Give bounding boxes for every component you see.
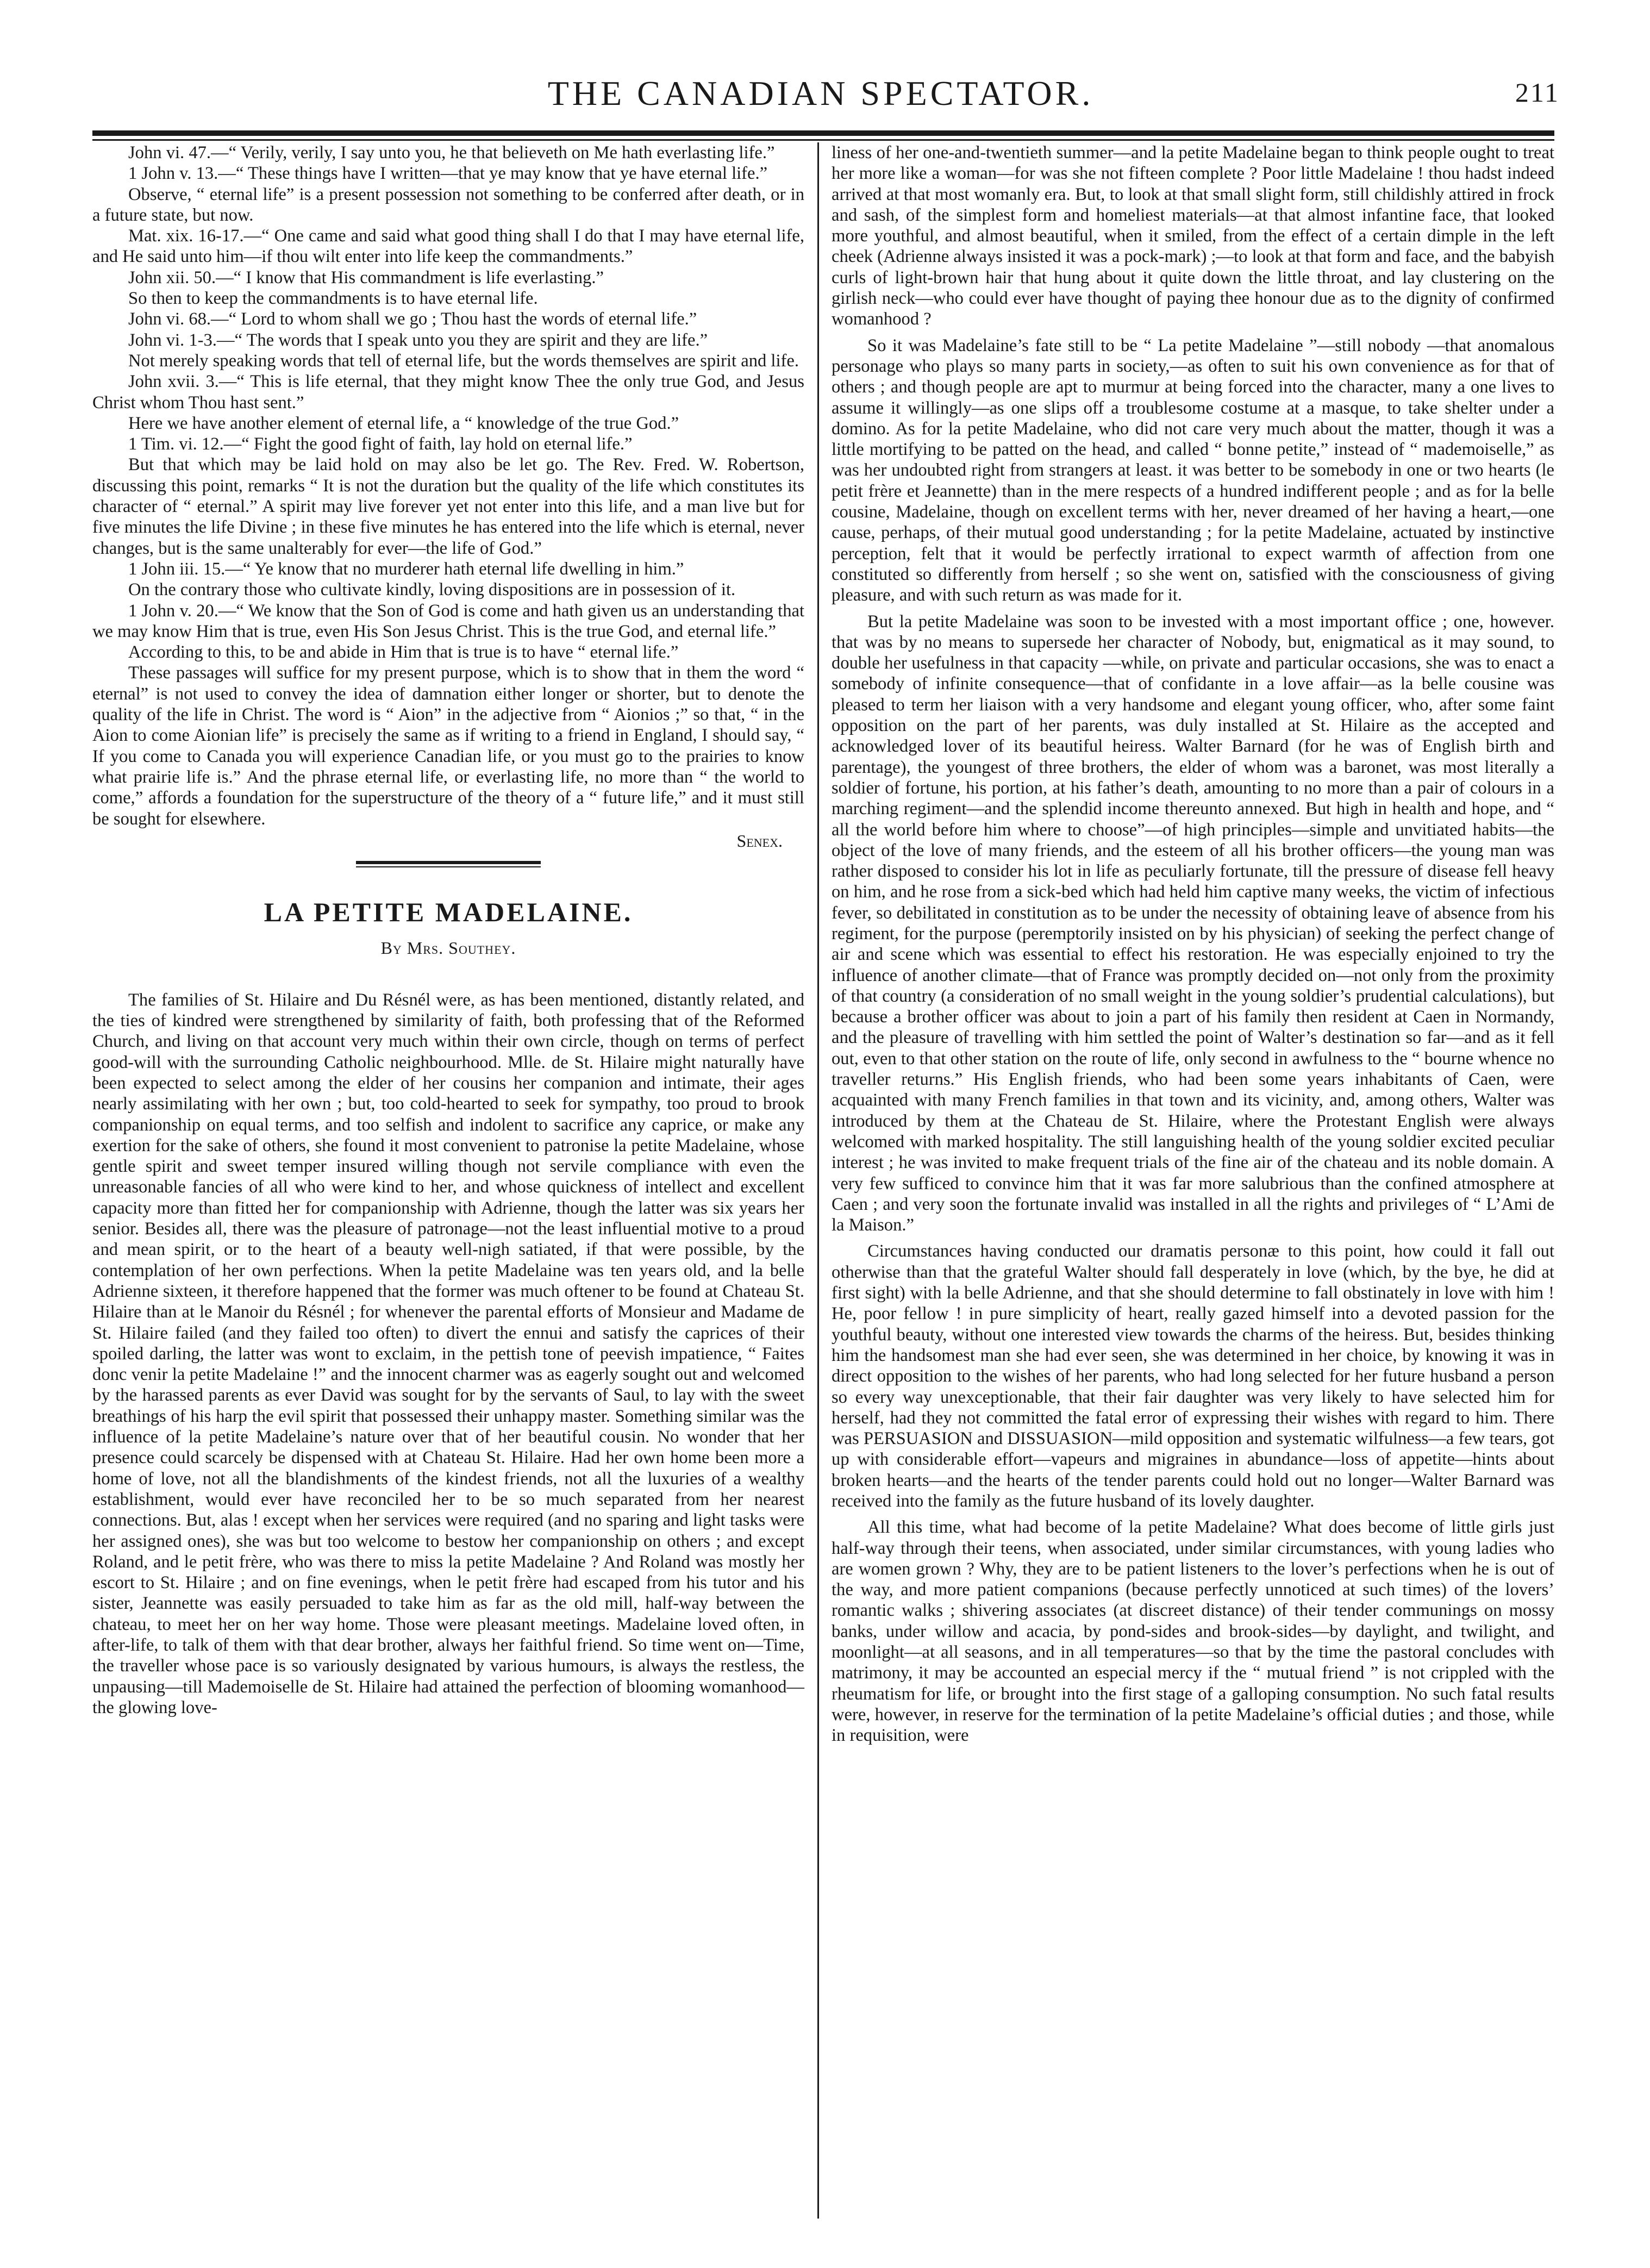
essay-paragraph: Mat. xix. 16-17.—“ One came and said what good thing shall I do that I may have eternal life, and He said unto him—if thou wilt enter into life keep the commandments.”	[92, 226, 804, 267]
publication-title: THE CANADIAN SPECTATOR.	[547, 74, 1094, 113]
essay-paragraph: 1 John v. 20.—“ We know that the Son of God is come and hath given us an understanding that we may know Him that is true, even His Son Jesus Christ. This is the true God, and eternal life.”	[92, 601, 804, 641]
essay-paragraph: John xvii. 3.—“ This is life eternal, that they might know Thee the only true God, and Jesus Christ whom Thou hast sent.”	[92, 372, 804, 413]
essay-paragraph: 1 Tim. vi. 12.—“ Fight the good fight of faith, lay hold on eternal life.”	[128, 434, 633, 454]
story-paragraph: The families of St. Hilaire and Du Résnél were, as has been mentioned, distantly related, and the ties of kindred were strengthened by similarity of faith, both professing that of the Reformed Church, and living on that account very much within their own circle, though on terms of perfect good-will with the surrounding Catholic neighbourhood. Mlle. de St. Hilaire might naturally have been expected to select among the elder of her cousins her companion and intimate, their ages nearly assimilating with her own ; but, too cold-hearted to seek for sympathy, too proud to brook companionship on equal terms, and too selfish and indolent to sacrifice any caprice, or make any exertion for the sake of others, she found it most convenient to patronise la petite Madelaine, whose gentle spirit and sweet temper insured willing though not servile compliance with even the unreasonable fancies of all who were kind to her, and whose quickness of intellect and excellent capacity more than fitted her for companionship with Adrienne, though the latter was six years her senior. Besides all, there was the pleasure of patronage—not the least influential motive to a proud and mean spirit, or to the heart of a beauty well-nigh satiated, if that were possible, by the contemplation of her own perfections. When la petite Madelaine was ten years old, and la belle Adrienne sixteen, it therefore happened that the former was much oftener to be found at Chateau St. Hilaire than at le Manoir du Résnél ; for whenever the parental efforts of Monsieur and Madame de St. Hilaire failed (and they failed too often) to divert the ennui and satisfy the caprices of their spoiled darling, the latter was wont to exclaim, in the pettish tone of peevish impatience, “ Faites donc venir la petite Madelaine !” and the innocent charmer was as eagerly sought out and welcomed by the harassed parents as ever David was sought for by the servants of Saul, to lay with the sweet breathings of his harp the evil spirit that possessed their unhappy master. Something similar was the influence of la petite Madelaine’s nature over that of her beautiful cousin. No wonder that her presence could scarcely be dispensed with at Chateau St. Hilaire. Had her own home been more a home of love, not all the blandishments of the kindest friends, not all the luxuries of a wealthy establishment, would ever have reconciled her to be so much separated from her nearest connections. But, alas ! except when her services were required (and no sparing and light tasks were her assigned ones), she was but too welcome to bestow her companionship on others ; and except Roland, and le petit frère, who was there to miss la petite Madelaine ? And Roland was mostly her escort to St. Hilaire ; and on fine evenings, when le petit frère had escaped from his tutor and his sister, Jeannette was easily persuaded to take him as far as the old mill, half-way between the chateau, to meet her on her way home. Those were pleasant meetings. Madelaine loved often, in after-life, to talk of them with that dear brother, always her faithful friend. So time went on—Time, the traveller whose pace is so variously designated by various humours, is always the restless, the unpausing—till Mademoiselle de St. Hilaire had attained the perfection of blooming womanhood—the glowing love-	[92, 990, 804, 1717]
essay-paragraph: John vi. 68.—“ Lord to whom shall we go ; Thou hast the words of eternal life.”	[128, 309, 697, 329]
essay-paragraph: 1 John v. 13.—“ These things have I written—that ye may know that ye have eternal life.”	[128, 164, 768, 184]
story-paragraph: So it was Madelaine’s fate still to be “ La petite Madelaine ”—still nobody —that anomalous personage who plays so many parts in society,—as often to suit his own convenience as for that of others ; and though people are apt to murmur at being forced into the character, many a one lives to assume it willingly—as one slips off a troublesome costume at a masque, to take shelter under a domino. As for la petite Madelaine, who did not care very much about the matter, though it was a little mortifying to be patted on the head, and called “ bonne petite,” instead of “ mademoiselle,” as was her undoubted right from strangers at least. it was better to be somebody in one or two hearts (le petit frère et Jeannette) than in the mere respects of a hundred indifferent people ; and as for la belle cousine, Madelaine, though on excellent terms with her, never dreamed of her having a heart,—one cause, perhaps, of their mutual good understanding ; for la petite Madelaine, actuated by instinctive perception, felt that it would be perfectly irrational to expect warmth of affection from one constituted so differently from herself ; so she went on, satisfied with the consciousness of giving pleasure, and with such return as was made for it.	[832, 335, 1554, 605]
essay-paragraph: John vi. 1-3.—“ The words that I speak unto you they are spirit and they are life.”	[128, 330, 708, 350]
story-paragraph: liness of her one-and-twentieth summer—and la petite Madelaine began to think people ought to treat her more like a woman—for was she not fifteen complete ? Poor little Madelaine ! thou hadst indeed arrived at that most womanly era. But, to look at that small slight form, still childishly attired in frock and sash, of the simplest form and homeliest materials—at that almost infantine face, that looked more youthful, and almost beautiful, when it smiled, from the effect of a certain dimple in the left cheek (Adrienne always insisted it was a pock-mark) ;—to look at that form and face, and the babyish curls of light-brown hair that hung about it quite down the little throat, and lay clustering on the girlish neck—who could ever have thought of paying thee honour due as to the dignity of confirmed womanhood ?	[832, 143, 1554, 329]
essay	[92, 142, 804, 851]
essay-paragraph: Observe, “ eternal life” is a present possession not something to be conferred after death, or in a future state, but now.	[92, 184, 804, 225]
essay-paragraph: 1 John iii. 15.—“ Ye know that no murderer hath eternal life dwelling in him.”	[128, 559, 684, 579]
left-column	[92, 142, 804, 1718]
essay-paragraph: John vi. 47.—“ Verily, verily, I say unto you, he that believeth on Me hath everlasting life.”	[128, 143, 775, 163]
essay-paragraph: But that which may be laid hold on may also be let go. The Rev. Fred. W. Robertson, discussing this point, remarks “ It is not the duration but the quality of the life which constitutes its character of “ eternal.” A spirit may live forever yet not enter into this life, and a man live but for five minutes the life Divine ; in these five minutes he has entered into the life which is eternal, never changes, but is the same unalterably for ever—the life of God.”	[92, 455, 804, 558]
essay-paragraph: Here we have another element of eternal life, a “ knowledge of the true God.”	[128, 413, 679, 433]
header-rule-thick	[92, 130, 1554, 136]
story-paragraph: Circumstances having conducted our dramatis personæ to this point, how could it fall out otherwise than that the grateful Walter should fall desperately in love (which, by the bye, he did at first sight) with la belle Adrienne, and that she should determine to fall obstinately in love with him ! He, poor fellow ! in pure simplicity of heart, really gazed himself into a devoted passion for the youthful beauty, without one interested view towards the charms of the heiress. But, besides thinking him the handsomest man she had ever seen, she was determined in her choice, by knowing it was in direct opposition to the wishes of her parents, who had long selected for her future husband a person so every way unexceptionable, that their fair daughter was very likely to have selected him for herself, had they not committed the fatal error of expressing their wishes with regard to him. There was PERSUASION and DISSUASION—mild opposition and systematic wilfulness—a few tears, got up with considerable effort—vapeurs and migraines in abundance—loss of appetite—hints about broken hearts—and the hearts of the tender parents could hold out no longer—Walter Barnard was received into the family as the future husband of its lovely daughter.	[832, 1241, 1554, 1511]
essay-signature: Senex.	[736, 830, 783, 851]
story-paragraph: All this time, what had become of la petite Madelaine? What does become of little girls just half-way through their teens, when associated, under similar circumstances, with young ladies who are women grown ? Why, they are to be patient listeners to the lover’s perfections when he is out of the way, and more patient companions (because perfectly unnoticed at such times) of the lovers’ romantic walks ; shivering associates (at discreet distance) of their tender communings on mossy banks, under willow and acacia, by pond-sides and brook-sides—by daylight, and twilight, and moonlight—at all seasons, and in all temperatures—so that by the time the pastoral concludes with matrimony, it may be accounted an especial mercy if the “ mutual friend ” is not crippled with the rheumatism for life, or brought into the first stage of a galloping consumption. No such fatal results were, however, in reserve for the termination of la petite Madelaine’s official duties ; and those, while in requisition, were	[832, 1517, 1554, 1746]
right-column	[832, 142, 1554, 1746]
page-number: 211	[1515, 77, 1560, 108]
column-divider	[817, 142, 819, 2219]
masthead	[82, 73, 1560, 122]
section-divider	[356, 861, 541, 867]
story-byline: By Mrs. Southey.	[380, 938, 516, 958]
essay-paragraph: So then to keep the commandments is to have eternal life.	[128, 289, 538, 309]
essay-paragraph: On the contrary those who cultivate kindly, loving dispositions are in possession of it.	[128, 580, 736, 600]
essay-paragraph: John xii. 50.—“ I know that His commandment is life everlasting.”	[128, 267, 604, 288]
essay-paragraph: Not merely speaking words that tell of eternal life, but the words themselves are spirit and life.	[128, 351, 799, 371]
story-title: LA PETITE MADELAINE.	[264, 896, 633, 927]
header-rule-thin	[92, 139, 1554, 141]
essay-paragraph: According to this, to be and abide in Him that is true is to have “ eternal life.”	[128, 642, 679, 663]
essay-paragraph: These passages will suffice for my present purpose, which is to show that in them the word “ eternal” is not used to convey the idea of damnation either longer or shorter, but to denote the quality of the life in Christ. The word is “ Aion” in the adjective from “ Aionios ;” so that, “ in the Aion to come Aionian life” is precisely the same as if writing to a friend in England, I should say, “ If you come to Canada you will experience Canadian life, or you must go to the prairies to know what prairie life is.” And the phrase eternal life, or everlasting life, no more than “ the world to come,” affords a foundation for the superstructure of the theory of a “ future life,” and it must still be sought for elsewhere.	[92, 663, 804, 829]
story-paragraph: But la petite Madelaine was soon to be invested with a most important office ; one, however. that was by no means to supersede her character of Nobody, but, enigmatical as it may sound, to double her usefulness in that capacity —while, on private and particular occasions, she was to enact a somebody of infinite consequence—that of confidante in a love affair—as la belle cousine was pleased to term her liaison with a very handsome and elegant young officer, who, after some faint opposition on the part of her parents, was duly installed at St. Hilaire as the accepted and acknowledged lover of its beautiful heiress. Walter Barnard (for he was of English birth and parentage), the youngest of three brothers, the elder of whom was a baronet, was most literally a soldier of fortune, his portion, at his father’s death, amounting to no more than a pair of colours in a marching regiment—and the splendid income thereunto annexed. But high in health and hope, and “ all the world before him where to choose”—of high principles—simple and unvitiated habits—the object of the love of many friends, and the esteem of all his brother officers—the young man was rather disposed to consider his lot in life as peculiarly fortunate, till the pressure of disease fell heavy on him, and he rose from a sick-bed which had held him captive many weeks, the victim of infectious fever, so debilitated in constitution as to be under the necessity of obtaining leave of absence from his regiment, for the purpose (peremptorily insisted on by his physician) of seeking the perfect change of air and scene which was essential to effect his restoration. He was especially enjoined to try the influence of another climate—that of France was promptly decided on—not only from the proximity of that country (a consideration of no small weight in the young soldier’s prudential calculations), but because a brother officer was about to join a part of his family then resident at Caen in Normandy, and the pleasure of travelling with him settled the point of Walter’s destination so far—and as it fell out, even to that other station on the route of life, only second in awfulness to the “ bourne whence no traveller returns.” His English friends, who had been some years inhabitants of Caen, were acquainted with many French families in that town and its vicinity, and, among others, Walter was introduced by them at the Chateau de St. Hilaire, where the Protestant English were always welcomed with marked hospitality. The still languishing health of the young soldier excited peculiar interest ; he was invited to make frequent trials of the fine air of the chateau and its noble domain. A very few sufficed to convince him that it was far more salubrious than the confined atmosphere at Caen ; and very soon the fortunate invalid was installed in all the rights and privileges of “ L’Ami de la Maison.”	[832, 611, 1554, 1235]
